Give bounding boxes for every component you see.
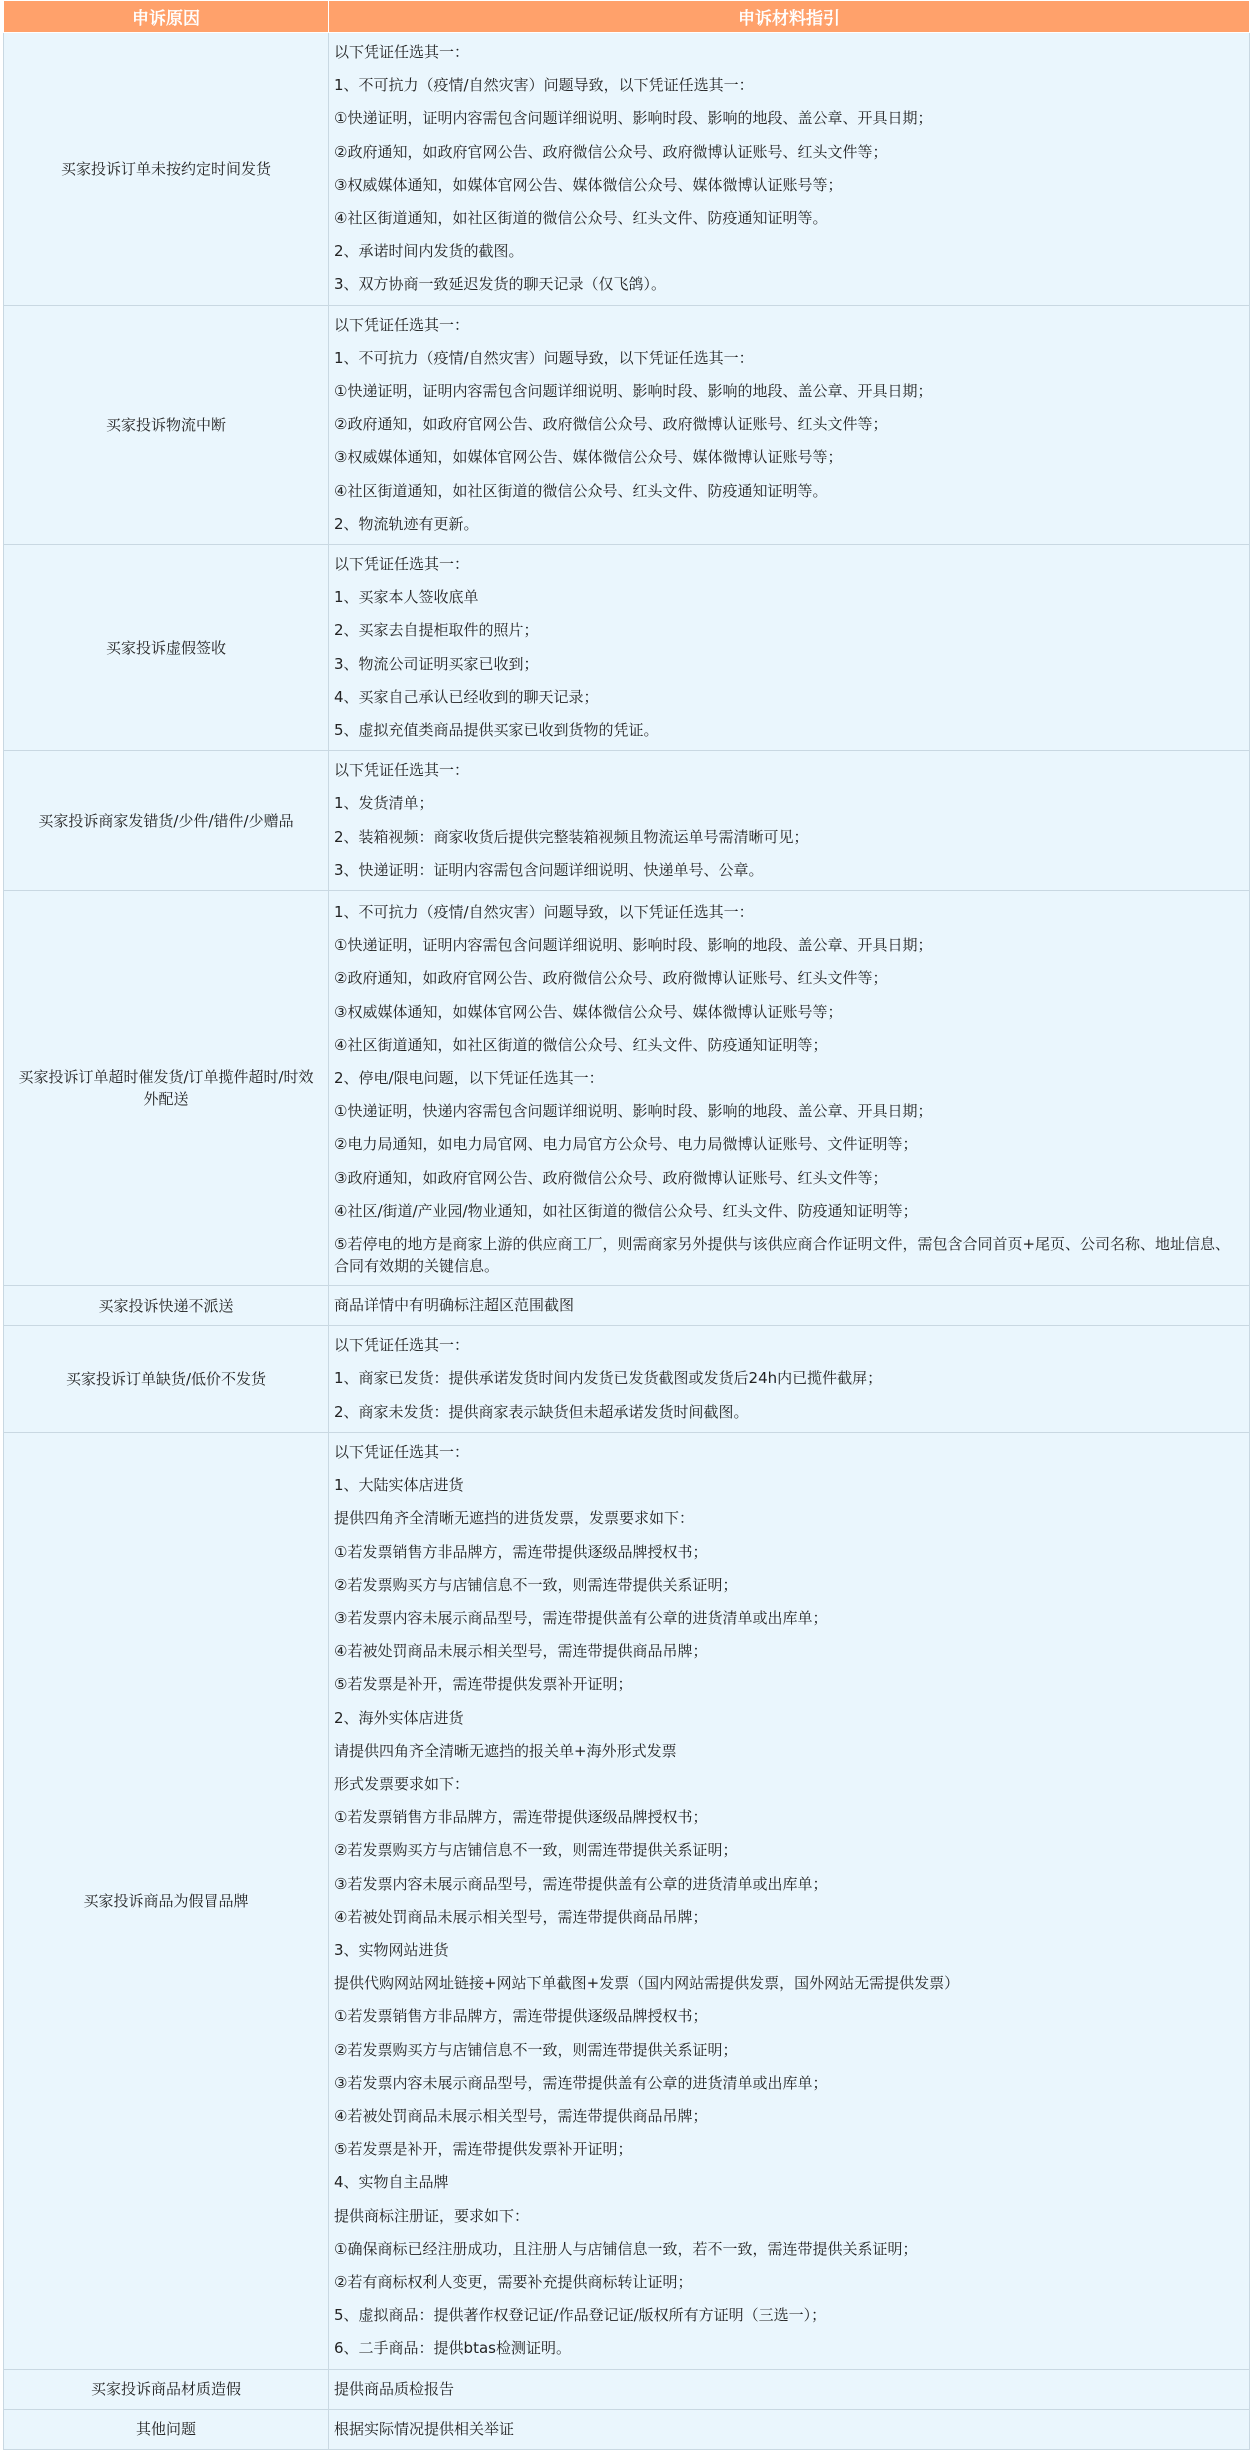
table-row [4,2369,1250,2409]
appeal-reason-cell: 买家投诉商家发错货/少件/错件/少赠品 [4,751,329,891]
guide-line: ②若有商标权利人变更，需要补充提供商标转让证明； [334,2272,693,2291]
guide-line: 5、虚拟充值类商品提供买家已收到货物的凭证。 [334,721,659,740]
guide-line: ⑤若发票是补开，需连带提供发票补开证明； [334,1675,633,1694]
table-row [4,751,1250,891]
header-reason: 申诉原因 [4,1,329,33]
guide-line: 1、商家已发货：提供承诺发货时间内发货已发货截图或发货后24h内已揽件截屏； [334,1369,883,1388]
table-row [4,33,1250,306]
guide-line: ⑤若发票是补开，需连带提供发票补开证明； [334,2140,633,2159]
guide-line: 2、物流轨迹有更新。 [334,514,479,533]
guide-line: 6、二手商品：提供btas检测证明。 [334,2339,571,2358]
guide-line: 3、物流公司证明买家已收到； [334,654,539,673]
guide-line: ①快递证明，证明内容需包含问题详细说明、影响时段、影响的地段、盖公章、开具日期； [334,109,933,128]
appeal-reason-cell: 买家投诉快递不派送 [4,1286,329,1326]
guide-line: ①快递证明，证明内容需包含问题详细说明、影响时段、影响的地段、盖公章、开具日期； [334,382,933,401]
guide-line: ③政府通知，如政府官网公告、政府微信公众号、政府微博认证账号、红头文件等； [334,1168,888,1187]
guide-line: ③权威媒体通知，如媒体官网公告、媒体微信公众号、媒体微博认证账号等； [334,175,843,194]
appeal-reason-cell: 买家投诉商品为假冒品牌 [4,1432,329,2369]
material-guide-cell [329,1432,1250,2369]
guide-line: 1、不可抗力（疫情/自然灾害）问题导致，以下凭证任选其一： [334,76,754,95]
guide-line: 2、海外实体店进货 [334,1708,464,1727]
guide-line: 2、装箱视频：商家收货后提供完整装箱视频且物流运单号需清晰可见； [334,827,809,846]
table-row [4,1432,1250,2369]
material-guide-cell [329,1326,1250,1433]
guide-line: 3、实物网站进货 [334,1940,449,1959]
material-guide-cell [329,2409,1250,2449]
appeal-reason-cell: 买家投诉物流中断 [4,305,329,544]
table-row [4,2409,1250,2449]
guide-line: ①确保商标已经注册成功，且注册人与店铺信息一致，若不一致，需连带提供关系证明； [334,2239,918,2258]
guide-line: 以下凭证任选其一： [334,43,470,61]
guide-line: 提供商品质检报告 [334,2379,455,2398]
guide-line: ④社区街道通知，如社区街道的微信公众号、红头文件、防疫通知证明等。 [334,209,828,228]
guide-line: 5、虚拟商品：提供著作权登记证/作品登记证/版权所有方证明（三选一）； [334,2306,827,2325]
guide-line: ②政府通知，如政府官网公告、政府微信公众号、政府微博认证账号、红头文件等； [334,142,888,161]
guide-line: 1、发货清单； [334,794,434,813]
guide-line: ①快递证明，快递内容需包含问题详细说明、影响时段、影响的地段、盖公章、开具日期； [334,1102,933,1121]
appeal-reason-cell: 买家投诉商品材质造假 [4,2369,329,2409]
guide-line: 根据实际情况提供相关举证 [334,2419,515,2438]
guide-line: 4、买家自己承认已经收到的聊天记录； [334,687,599,706]
guide-line: ③若发票内容未展示商品型号，需连带提供盖有公章的进货清单或出库单； [334,1608,828,1627]
guide-line: ②若发票购买方与店铺信息不一致，则需连带提供关系证明； [334,1575,738,1594]
guide-line: ③若发票内容未展示商品型号，需连带提供盖有公章的进货清单或出库单； [334,2073,828,2092]
material-guide-cell [329,751,1250,891]
guide-line: 以下凭证任选其一： [334,1442,470,1461]
material-guide-cell [329,2369,1250,2409]
material-guide-cell [329,891,1250,1286]
material-guide-cell [329,1286,1250,1326]
appeal-reason-cell: 买家投诉订单未按约定时间发货 [4,33,329,306]
guide-line: ①快递证明，证明内容需包含问题详细说明、影响时段、影响的地段、盖公章、开具日期； [334,936,933,955]
table-row [4,891,1250,1286]
guide-line: 以下凭证任选其一： [334,315,470,334]
guide-line: 2、买家去自提柜取件的照片； [334,621,539,640]
guide-line: ④若被处罚商品未展示相关型号，需连带提供商品吊牌； [334,1907,708,1926]
guide-line: ④社区街道通知，如社区街道的微信公众号、红头文件、防疫通知证明等。 [334,481,828,500]
appeal-reason-cell: 买家投诉订单缺货/低价不发货 [4,1326,329,1433]
table-row [4,1326,1250,1433]
guide-line: ①若发票销售方非品牌方，需连带提供逐级品牌授权书； [334,1808,708,1827]
guide-line: ④社区/街道/产业园/物业通知，如社区街道的微信公众号、红头文件、防疫通知证明等； [334,1201,918,1220]
table-row [4,305,1250,544]
guide-line: ④若被处罚商品未展示相关型号，需连带提供商品吊牌； [334,2106,708,2125]
guide-line: 1、不可抗力（疫情/自然灾害）问题导致，以下凭证任选其一： [334,903,754,922]
guide-line: 2、承诺时间内发货的截图。 [334,242,524,261]
table-row [4,1286,1250,1326]
guide-line: ②若发票购买方与店铺信息不一致，则需连带提供关系证明； [334,1841,738,1860]
guide-line: ②政府通知，如政府官网公告、政府微信公众号、政府微博认证账号、红头文件等； [334,969,888,988]
header-guide: 申诉材料指引 [329,1,1250,33]
guide-line: 形式发票要求如下： [334,1774,470,1793]
guide-line: ③权威媒体通知，如媒体官网公告、媒体微信公众号、媒体微博认证账号等； [334,448,843,467]
guide-line: ①若发票销售方非品牌方，需连带提供逐级品牌授权书； [334,2007,708,2026]
guide-line: ④社区街道通知，如社区街道的微信公众号、红头文件、防疫通知证明等； [334,1035,828,1054]
guide-line: 1、买家本人签收底单 [334,588,479,607]
guide-line: 1、大陆实体店进货 [334,1476,464,1495]
guide-line: 2、停电/限电问题，以下凭证任选其一： [334,1069,604,1088]
guide-line: 2、商家未发货：提供商家表示缺货但未超承诺发货时间截图。 [334,1402,749,1421]
guide-line: 提供四角齐全清晰无遮挡的进货发票，发票要求如下： [334,1509,695,1528]
guide-line: ③权威媒体通知，如媒体官网公告、媒体微信公众号、媒体微博认证账号等； [334,1002,843,1021]
guide-line: ④若被处罚商品未展示相关型号，需连带提供商品吊牌； [334,1642,708,1661]
guide-line: ②电力局通知，如电力局官网、电力局官方公众号、电力局微博认证账号、文件证明等； [334,1135,918,1154]
guide-line: 4、实物自主品牌 [334,2173,449,2192]
table-header-row [4,1,1250,33]
guide-line: 1、不可抗力（疫情/自然灾害）问题导致，以下凭证任选其一： [334,348,754,367]
appeal-reason-cell: 其他问题 [4,2409,329,2449]
table-row [4,545,1250,751]
guide-line: ③若发票内容未展示商品型号，需连带提供盖有公章的进货清单或出库单； [334,1874,828,1893]
guide-line: ②政府通知，如政府官网公告、政府微信公众号、政府微博认证账号、红头文件等； [334,415,888,434]
appeal-reason-cell: 买家投诉虚假签收 [4,545,329,751]
guide-line: ②若发票购买方与店铺信息不一致，则需连带提供关系证明； [334,2040,738,2059]
material-guide-cell [329,545,1250,751]
guide-line: 3、双方协商一致延迟发货的聊天记录（仅飞鸽）。 [334,275,667,294]
guide-line: 以下凭证任选其一： [334,761,470,780]
guide-line: 提供商标注册证，要求如下： [334,2206,530,2225]
guide-line: 以下凭证任选其一： [334,555,470,574]
guide-line: 3、快递证明：证明内容需包含问题详细说明、快递单号、公章。 [334,860,764,879]
appeal-guide-table [3,0,1250,2450]
guide-line: 以下凭证任选其一： [334,1336,470,1355]
appeal-reason-cell: 买家投诉订单超时催发货/订单揽件超时/时效外配送 [4,891,329,1286]
material-guide-cell [329,305,1250,544]
guide-line: 请提供四角齐全清晰无遮挡的报关单+海外形式发票 [334,1741,677,1760]
guide-line: 商品详情中有明确标注超区范围截图 [334,1296,575,1315]
guide-line: 提供代购网站网址链接+网站下单截图+发票（国内网站需提供发票，国外网站无需提供发票） [334,1974,960,1993]
guide-line: ⑤若停电的地方是商家上游的供应商工厂，则需商家另外提供与该供应商合作证明文件，需包含合同首页+尾页、公司名称、地址信息、合同有效期的关键信息。 [334,1235,1231,1276]
material-guide-cell [329,33,1250,306]
guide-line: ①若发票销售方非品牌方，需连带提供逐级品牌授权书； [334,1542,708,1561]
